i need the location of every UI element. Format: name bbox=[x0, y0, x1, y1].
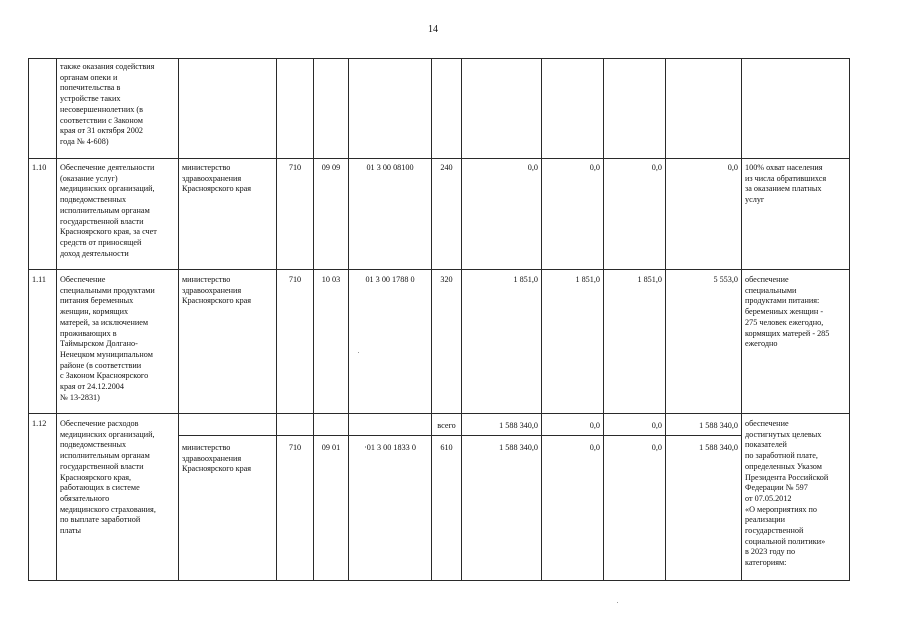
row-1-11-gr: 710 bbox=[288, 275, 302, 284]
row-1-12-value-1: 1 588 340,0 bbox=[499, 443, 538, 452]
row-1-10-value-3: 0,0 bbox=[651, 163, 662, 172]
row-1-11-total: 5 553,0 bbox=[713, 275, 738, 284]
scan-speck bbox=[617, 602, 618, 603]
row-1-11-value-1: 1 851,0 bbox=[513, 275, 538, 284]
row-1-11-value-2: 1 851,0 bbox=[575, 275, 600, 284]
row-divider bbox=[28, 269, 850, 270]
col-divider bbox=[178, 58, 179, 580]
col-divider bbox=[313, 58, 314, 580]
row-1-12-rzpr: 09 01 bbox=[321, 443, 341, 452]
row-1-10-rzpr: 09 09 bbox=[321, 163, 341, 172]
col-divider bbox=[348, 58, 349, 580]
row-1-11-result: обеспечение специальными продуктами питания: беремениых женщин - 275 человек ежегодно, кормящих матерей - 285 ежегодно bbox=[745, 275, 830, 349]
row-1-12-description: Обеспечение расходов медицинских организаций, подведомственных исполнительным органам государственной власти Красноярского края, работающих в системе обязательного медицинского страхования, по выплате заработной платы bbox=[60, 419, 156, 536]
row-1-12-subtotal-value-2: 0,0 bbox=[589, 421, 600, 430]
col-divider bbox=[276, 58, 277, 580]
row-1-11-rzpr: 10 03 bbox=[321, 275, 341, 284]
col-divider bbox=[741, 58, 742, 580]
col-divider bbox=[541, 58, 542, 580]
row-1-10-description: Обеспечение деятельности (оказание услуг) медицинских организаций, подведомственных исполнительным органам государственной власти Красноярского края, за счет средств от приносящей доход деятельности bbox=[60, 163, 157, 258]
row-1-11-value-3: 1 851,0 bbox=[637, 275, 662, 284]
row-top-description: также оказания содействия органам опеки и попечительства в устройстве таких несовершеннолетних (в соответствии с Законом края от 31 октября 2002 года № 4-608) bbox=[60, 62, 155, 146]
row-1-12-subtotal-total: 1 588 340,0 bbox=[699, 421, 738, 430]
row-1-10-csr: 01 3 00 08100 bbox=[366, 163, 414, 172]
scan-speck bbox=[358, 352, 359, 353]
row-1-10-number: 1.10 bbox=[32, 163, 47, 172]
col-divider bbox=[431, 58, 432, 580]
row-1-12-subtotal-value-1: 1 588 340,0 bbox=[499, 421, 538, 430]
row-1-12-grbs: министерство здравоохранения Красноярского края bbox=[182, 443, 252, 474]
col-divider bbox=[461, 58, 462, 580]
row-1-11-vr: 320 bbox=[440, 275, 453, 284]
row-1-11-csr: 01 3 00 1788 0 bbox=[365, 275, 415, 284]
row-1-10-grbs: министерство здравоохранения Красноярского края bbox=[182, 163, 252, 194]
row-1-12-subtotal-label: всего bbox=[437, 421, 456, 430]
page-number: 14 bbox=[428, 24, 438, 35]
row-1-12-number: 1.12 bbox=[32, 419, 47, 428]
row-1-12-value-2: 0,0 bbox=[589, 443, 600, 452]
row-1-10-vr: 240 bbox=[440, 163, 453, 172]
row-1-10-total: 0,0 bbox=[727, 163, 738, 172]
row-1-10-value-1: 0,0 bbox=[527, 163, 538, 172]
table-border-bottom bbox=[28, 580, 850, 581]
row-1-12-value-3: 0,0 bbox=[651, 443, 662, 452]
row-1-12-result: обеспечение достигнутых целевых показателей по заработной плате, определенных Указом Президента Российской Федерации № 597 от 07.05.2012 «О мероприятиях по реализации государственной социальной политики» в 2023 году по категориям: bbox=[745, 419, 829, 568]
row-1-12-subtotal-value-3: 0,0 bbox=[651, 421, 662, 430]
table-border-right bbox=[849, 58, 850, 580]
row-1-11-description: Обеспечение специальными продуктами питания беременных женщин, кормящих матерей, за исключением проживающих в Таймырском Долгано- Ненецком муниципальном районе (в соответствии с Законом Красноярского края от 24.12.2004 № 13-2831) bbox=[60, 275, 155, 402]
row-1-11-number: 1.11 bbox=[32, 275, 47, 284]
col-divider bbox=[603, 58, 604, 580]
row-1-10-value-2: 0,0 bbox=[589, 163, 600, 172]
row-1-10-result: 100% охват населения из числа обратившихся за оказанием платных услуг bbox=[745, 163, 827, 205]
row-1-12-total: 1 588 340,0 bbox=[699, 443, 738, 452]
table-border-left bbox=[28, 58, 29, 580]
row-1-12-csr: ·01 3 00 1833 0 bbox=[364, 443, 416, 452]
table-border-top bbox=[28, 58, 850, 59]
row-1-12-gr: 710 bbox=[288, 443, 302, 452]
row-1-10-gr: 710 bbox=[288, 163, 302, 172]
row-1-12-vr: 610 bbox=[440, 443, 453, 452]
sub-row-divider bbox=[178, 435, 741, 436]
col-divider bbox=[56, 58, 57, 580]
row-divider bbox=[28, 158, 850, 159]
row-1-11-grbs: министерство здравоохранения Красноярского края bbox=[182, 275, 252, 306]
col-divider bbox=[665, 58, 666, 580]
row-divider bbox=[28, 413, 850, 414]
